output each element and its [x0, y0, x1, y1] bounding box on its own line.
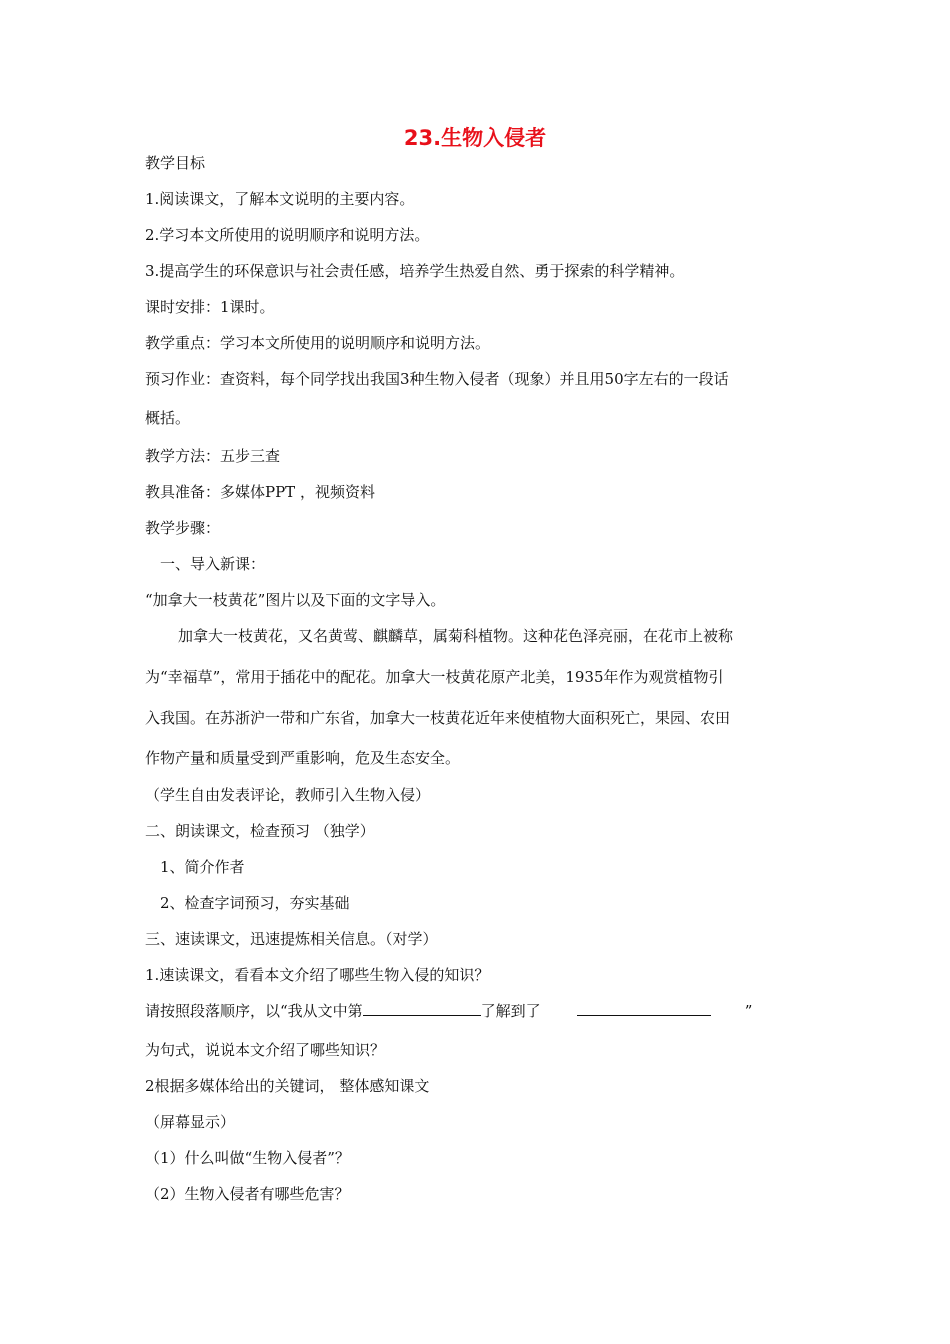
key-point-line: 教学重点：学习本文所使用的说明顺序和说明方法。: [145, 334, 491, 352]
paragraph-line-4: 作物产量和质量受到严重影响，危及生态安全。: [145, 749, 461, 767]
fill-in-prefix: 请按照段落顺序，以“我从文中第: [145, 1002, 363, 1020]
homework-line-2: 概括。: [145, 409, 191, 427]
goals-heading: 教学目标: [145, 154, 206, 172]
section-3-question-2: 2根据多媒体给出的关键词， 整体感知课文: [145, 1077, 430, 1095]
section-2-item-1: 1、简介作者: [160, 858, 245, 876]
fill-in-blank-1[interactable]: [363, 1001, 481, 1016]
paragraph-line-2: 为“幸福草”，常用于插花中的配花。加拿大一枝黄花原产北美，1935年作为观赏植物引: [145, 668, 724, 686]
fill-in-blank-2[interactable]: [577, 1001, 711, 1016]
method-line: 教学方法：五步三查: [145, 447, 281, 465]
section-2-item-2: 2、检查字词预习，夯实基础: [160, 894, 350, 912]
steps-heading: 教学步骤：: [145, 519, 221, 537]
sub-question-1: （1）什么叫做“生物入侵者”？: [145, 1149, 350, 1167]
tools-line: 教具准备：多媒体PPT ，视频资料: [145, 483, 375, 501]
section-1-intro: “加拿大一枝黄花”图片以及下面的文字导入。: [145, 591, 446, 609]
sub-question-2: （2）生物入侵者有哪些危害？: [145, 1185, 350, 1203]
fill-in-middle: 了解到了: [480, 1002, 541, 1020]
paragraph-line-1: 加拿大一枝黄花，又名黄莺、麒麟草，属菊科植物。这种花色泽亮丽，在花市上被称: [178, 627, 734, 645]
paragraph-line-3: 入我国。在苏浙沪一带和广东省，加拿大一枝黄花近年来使植物大面积死亡，果园、农田: [145, 709, 731, 727]
fill-in-close-quote: ”: [744, 1002, 753, 1020]
schedule-line: 课时安排：1课时。: [145, 298, 275, 316]
goal-1: 1.阅读课文，了解本文说明的主要内容。: [145, 190, 415, 208]
section-3-question-1: 1.速读课文，看看本文介绍了哪些生物入侵的知识？: [145, 966, 490, 984]
homework-line-1: 预习作业：查资料，每个同学找出我国3种生物入侵者（现象）并且用50字左右的一段话: [145, 370, 729, 388]
document-title: 23.生物入侵者: [403, 126, 547, 150]
section-3-heading: 三、速读课文，迅速提炼相关信息。（对学）: [145, 930, 438, 948]
section-1-heading: 一、导入新课：: [160, 555, 266, 573]
goal-2: 2.学习本文所使用的说明顺序和说明方法。: [145, 226, 430, 244]
section-1-note: （学生自由发表评论，教师引入生物入侵）: [145, 786, 431, 804]
section-2-heading: 二、朗读课文，检查预习 （独学）: [145, 822, 375, 840]
screen-display-note: （屏幕显示）: [145, 1113, 236, 1131]
fill-in-sentence: [145, 1001, 805, 1021]
goal-3: 3.提高学生的环保意识与社会责任感，培养学生热爱自然、勇于探索的科学精神。: [145, 262, 685, 280]
fill-in-tail: 为句式，说说本文介绍了哪些知识？: [145, 1041, 386, 1059]
